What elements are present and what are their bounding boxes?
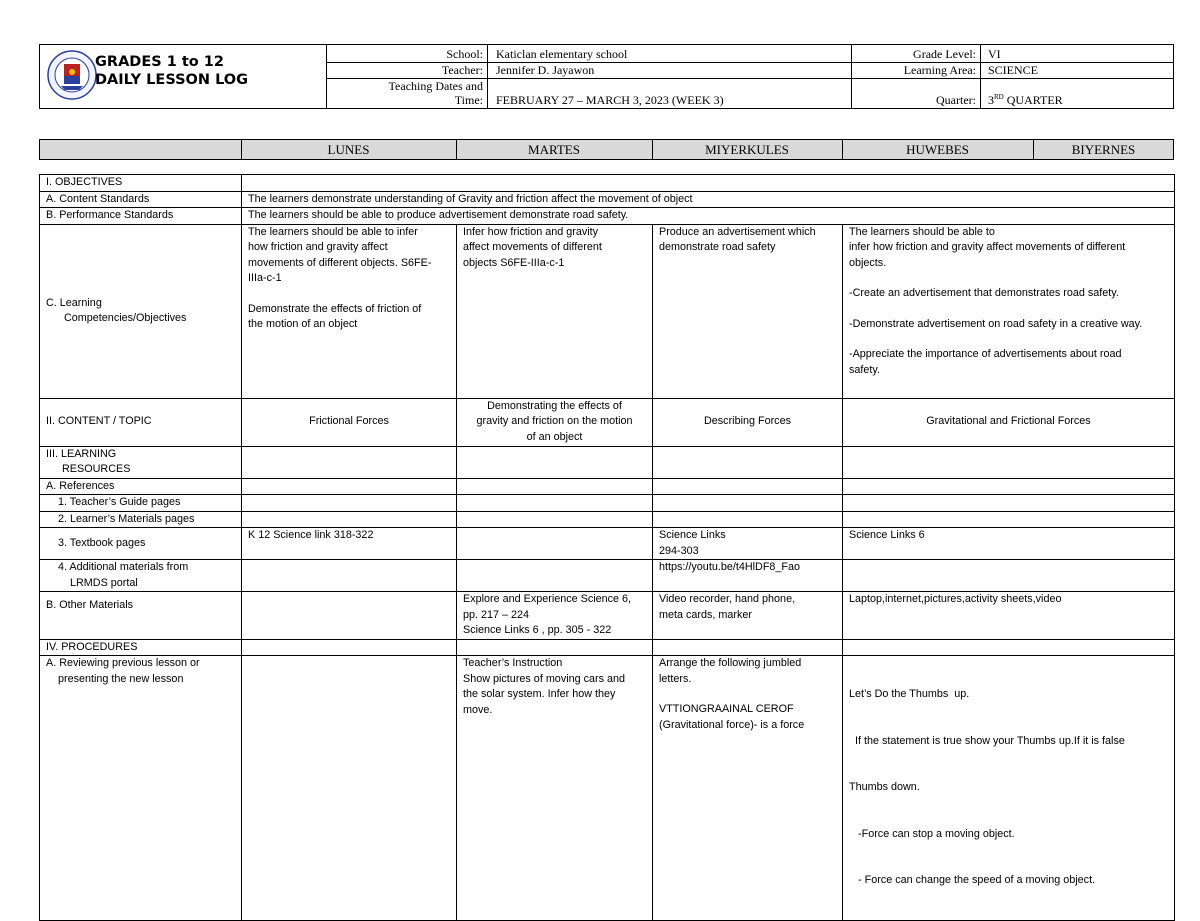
empty-cell xyxy=(653,478,843,495)
text-line: -Create an advertisement that demonstrates road safety. xyxy=(849,287,1119,299)
competencies-label-line2: Competencies/Objectives xyxy=(64,312,187,324)
content-topic-label: II. CONTENT / TOPIC xyxy=(40,398,242,446)
spacer xyxy=(849,271,1168,286)
empty-cell xyxy=(242,478,457,495)
competencies-lunes xyxy=(242,224,457,398)
content-standards-label: A. Content Standards xyxy=(40,191,242,208)
textbook-miyerkules xyxy=(653,528,843,560)
school-value: Katiclan elementary school xyxy=(496,47,628,61)
text-line: demonstrate road safety xyxy=(659,241,776,253)
empty-cell xyxy=(843,495,1175,512)
text-line: Infer how friction and gravity xyxy=(463,225,599,238)
competencies-label xyxy=(40,224,242,398)
empty-cell xyxy=(242,446,457,478)
objectives-heading: I. OBJECTIVES xyxy=(40,175,242,192)
empty-cell xyxy=(242,592,457,640)
day-biyernes: BIYERNES xyxy=(1071,142,1136,157)
table-row xyxy=(40,175,1175,192)
spacer xyxy=(849,332,1168,347)
empty-cell xyxy=(242,511,457,528)
empty-cell xyxy=(242,656,457,921)
table-row xyxy=(40,191,1175,208)
spacer xyxy=(248,287,450,302)
teacher-label: Teacher: xyxy=(441,63,483,77)
empty-cell xyxy=(653,639,843,656)
other-materials-label: B. Other Materials xyxy=(40,592,242,640)
header-divider xyxy=(487,44,488,109)
empty-cell xyxy=(242,175,1175,192)
table-row xyxy=(40,639,1175,656)
references-label: A. References xyxy=(40,478,242,495)
content-lunes: Frictional Forces xyxy=(242,398,457,446)
text-line: Thumbs down. xyxy=(849,781,920,793)
dates-label-line2: Time: xyxy=(454,93,483,107)
text-line: safety. xyxy=(849,363,881,376)
textbook-label: 3. Textbook pages xyxy=(40,528,242,560)
competencies-label-line1: C. Learning xyxy=(46,296,102,309)
text-line: Arrange the following jumbled xyxy=(659,657,802,669)
performance-standards-label: B. Performance Standards xyxy=(40,208,242,225)
area-label: Learning Area: xyxy=(903,63,976,77)
empty-cell xyxy=(242,639,457,656)
text-line: the motion of an object xyxy=(248,318,358,330)
text-line: the solar system. Infer how they xyxy=(463,688,616,700)
teachers-guide-label: 1. Teacher’s Guide pages xyxy=(40,495,242,512)
text-line: pp. 217 – 224 xyxy=(463,608,530,621)
text-line: infer how friction and gravity affect movements of different xyxy=(849,241,1126,253)
table-row xyxy=(40,528,1175,560)
dates-label-line1: Teaching Dates and xyxy=(388,79,483,93)
text-line: Let’s Do the Thumbs up. xyxy=(849,688,970,700)
empty-cell xyxy=(843,560,1175,592)
quarter-value xyxy=(988,93,1063,108)
competencies-huwebes xyxy=(843,224,1175,398)
text-line: The learners should be able to xyxy=(849,225,995,238)
dates-value: FEBRUARY 27 – MARCH 3, 2023 (WEEK 3) xyxy=(496,93,724,107)
empty-cell xyxy=(457,528,653,560)
text-line: III. LEARNING xyxy=(46,447,117,460)
text-line: The learners should be able to infer xyxy=(248,225,418,238)
performance-standards-value: The learners should be able to produce advertisement demonstrate road safety. xyxy=(242,208,1175,225)
text-line: If the statement is true show your Thumbs up.If it is false xyxy=(849,734,1125,747)
area-value: SCIENCE xyxy=(988,63,1039,77)
text-line: gravity and friction on the motion xyxy=(476,415,633,428)
empty-cell xyxy=(653,446,843,478)
title-cell xyxy=(39,44,327,109)
text-line: Science Links xyxy=(659,529,726,541)
day-martes: MARTES xyxy=(528,142,580,157)
empty-cell xyxy=(457,446,653,478)
spacer xyxy=(659,687,836,702)
header-divider xyxy=(980,44,981,109)
text-line: move. xyxy=(463,703,493,716)
teacher-value: Jennifer D. Jayawon xyxy=(496,63,595,77)
review-huwebes xyxy=(843,656,1175,921)
text-line: IIIa-c-1 xyxy=(248,272,282,284)
learning-resources-label xyxy=(40,446,242,478)
text-line: VTTIONGRAAINAL CEROF xyxy=(659,703,794,715)
textbook-lunes: K 12 Science link 318-322 xyxy=(242,528,457,560)
review-lesson-label xyxy=(40,656,242,921)
text-line: how friction and gravity affect xyxy=(248,241,388,253)
text-line: presenting the new lesson xyxy=(58,672,184,685)
additional-materials-label xyxy=(40,560,242,592)
text-line: Teacher’s Instruction xyxy=(463,657,563,669)
textbook-huwebes: Science Links 6 xyxy=(843,528,1175,560)
empty-cell xyxy=(457,478,653,495)
review-martes xyxy=(457,656,653,921)
header-divider xyxy=(851,44,852,109)
empty-cell xyxy=(653,495,843,512)
grade-value: VI xyxy=(988,47,1001,61)
table-row xyxy=(40,478,1175,495)
deped-seal-icon xyxy=(47,50,97,100)
school-label: School: xyxy=(446,47,483,61)
table-row xyxy=(40,446,1175,478)
table-row xyxy=(40,224,1175,398)
table-row xyxy=(40,398,1175,446)
text-line: Science Links 6 , pp. 305 - 322 xyxy=(463,624,612,636)
text-line: RESOURCES xyxy=(62,463,131,475)
spacer xyxy=(849,302,1168,317)
text-line: objects. xyxy=(849,256,887,269)
text-line: -Appreciate the importance of advertisements about road xyxy=(849,348,1122,360)
empty-cell xyxy=(653,511,843,528)
grade-label: Grade Level: xyxy=(913,47,976,61)
content-standards-value: The learners demonstrate understanding of Gravity and friction affect the movement of object xyxy=(242,191,1175,208)
text-line: objects S6FE-IIIa-c-1 xyxy=(463,256,565,269)
quarter-label: Quarter: xyxy=(936,93,976,107)
text-line: letters. xyxy=(659,672,692,685)
empty-cell xyxy=(843,639,1175,656)
text-line: affect movements of different xyxy=(463,241,602,253)
text-line: Explore and Experience Science 6, xyxy=(463,593,632,605)
text-line: (Gravitational force)- is a force xyxy=(659,718,805,731)
other-materials-huwebes: Laptop,internet,pictures,activity sheets,video xyxy=(843,592,1175,640)
content-huwebes: Gravitational and Frictional Forces xyxy=(843,398,1175,446)
content-miyerkules: Describing Forces xyxy=(653,398,843,446)
text-line: -Demonstrate advertisement on road safety in a creative way. xyxy=(849,317,1143,330)
lesson-log-table xyxy=(39,174,1175,921)
text-line: A. Reviewing previous lesson or xyxy=(46,657,200,669)
competencies-martes xyxy=(457,224,653,398)
other-materials-miyerkules xyxy=(653,592,843,640)
competencies-miyerkules xyxy=(653,224,843,398)
table-row xyxy=(40,511,1175,528)
learners-materials-label: 2. Learner’s Materials pages xyxy=(40,511,242,528)
table-row xyxy=(40,592,1175,640)
text-line: Video recorder, hand phone, xyxy=(659,593,796,605)
content-martes xyxy=(457,398,653,446)
empty-cell xyxy=(242,495,457,512)
quarter-number: 3 xyxy=(988,93,994,107)
text-line: LRMDS portal xyxy=(70,576,138,589)
other-materials-martes xyxy=(457,592,653,640)
day-lunes: LUNES xyxy=(327,142,370,157)
empty-cell xyxy=(843,446,1175,478)
text-line: 294-303 xyxy=(659,544,699,557)
empty-cell xyxy=(457,495,653,512)
empty-cell xyxy=(457,560,653,592)
empty-cell xyxy=(457,511,653,528)
youtube-link[interactable]: https://youtu.be/t4HlDF8_Fao xyxy=(653,560,843,592)
text-line: movements of different objects. S6FE- xyxy=(248,256,432,269)
form-title-line2: DAILY LESSON LOG xyxy=(95,72,249,88)
review-miyerkules xyxy=(653,656,843,921)
table-row xyxy=(40,495,1175,512)
quarter-ordinal: RD xyxy=(994,93,1004,101)
empty-cell xyxy=(242,560,457,592)
quarter-suffix: QUARTER xyxy=(1003,93,1063,107)
day-miyerkules: MIYERKULES xyxy=(705,142,789,157)
form-title-line1: GRADES 1 to 12 xyxy=(95,54,224,70)
text-line: Demonstrating the effects of xyxy=(487,399,622,412)
text-line: Demonstrate the effects of friction of xyxy=(248,302,422,315)
text-line: 4. Additional materials from xyxy=(58,561,189,573)
empty-cell xyxy=(843,478,1175,495)
text-line: meta cards, marker xyxy=(659,608,752,621)
text-line: Show pictures of moving cars and xyxy=(463,672,626,685)
empty-cell xyxy=(457,639,653,656)
table-row xyxy=(40,656,1175,921)
day-huwebes: HUWEBES xyxy=(906,142,969,157)
text-line: Produce an advertisement which xyxy=(659,225,816,238)
table-row xyxy=(40,560,1175,592)
empty-cell xyxy=(843,511,1175,528)
text-line: of an object xyxy=(526,430,583,443)
text-line: -Force can stop a moving object. xyxy=(849,827,1015,840)
table-row xyxy=(40,208,1175,225)
procedures-heading: IV. PROCEDURES xyxy=(40,639,242,656)
text-line: - Force can change the speed of a moving object. xyxy=(849,874,1096,886)
